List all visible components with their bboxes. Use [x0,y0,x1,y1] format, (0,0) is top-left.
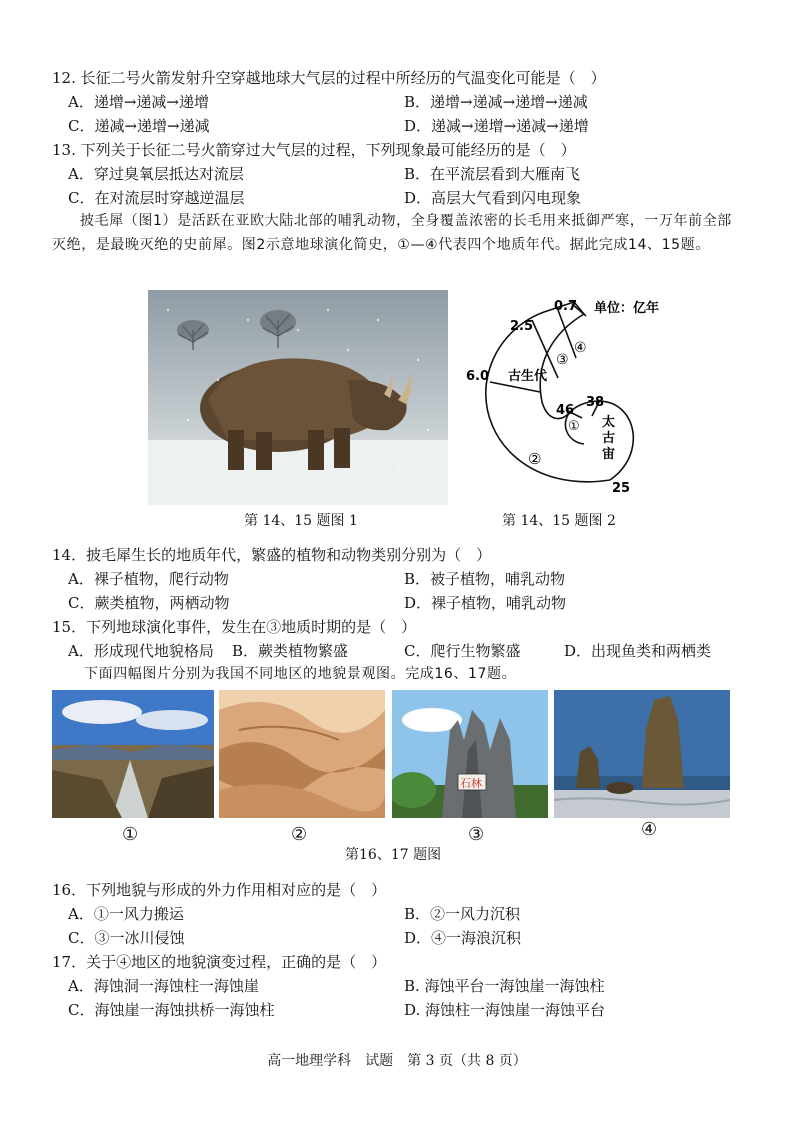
q12-option-c[interactable]: C．递减→递增→递减 [68,117,210,135]
stone-forest-sign: 石林 [460,777,482,790]
q16-option-a[interactable]: A．①一风力搬运 [68,905,184,923]
label-0-7: 0.7 [554,299,578,314]
woolly-rhino-photo [148,290,448,505]
q14-stem: 14．披毛犀生长的地质年代，繁盛的植物和动物类别分别为（ ） [52,546,492,564]
label-era-4: ④ [574,340,587,356]
q13-option-b[interactable]: B．在平流层看到大雁南飞 [404,165,581,183]
q17-option-c[interactable]: C．海蚀崖一海蚀拱桥一海蚀柱 [68,1001,275,1019]
label-46: 46 [556,403,575,418]
landform-num-1: ① [122,824,139,845]
geologic-spiral-diagram [462,292,682,502]
q15-option-b[interactable]: B．蕨类植物繁盛 [232,642,349,660]
q14-option-c[interactable]: C．蕨类植物，两栖动物 [68,594,230,612]
landform-photo-3-stone-forest [392,690,548,818]
landform-photo-1-canyon [52,690,214,818]
intro-14-15: 披毛犀（图1）是活跃在亚欧大陆北部的哺乳动物，全身覆盖浓密的长毛用来抵御严寒，一万年前全部灭绝，是最晚灭绝的史前犀。图2示意地球演化简史，①—④代表四个地质年代。据此完成14、15题。 [52,213,732,253]
q12-option-d[interactable]: D．递减→递增→递减→递增 [404,117,589,135]
label-era-2: ② [528,450,542,468]
landform-num-4: ④ [641,819,658,840]
q12-stem: 12. 长征二号火箭发射升空穿越地球大气层的过程中所经历的气温变化可能是（ ） [52,69,606,87]
label-6-0: 6.0 [466,369,490,384]
q17-option-b[interactable]: B. 海蚀平台一海蚀崖一海蚀柱 [404,977,605,995]
label-2-5: 2.5 [510,319,534,334]
fig2-caption: 第 14、15 题图 2 [502,513,616,529]
label-archean-1: 太 [602,415,616,430]
q14-option-b[interactable]: B．被子植物，哺乳动物 [404,570,566,588]
page-footer: 高一地理学科 试题 第 3 页（共 8 页） [267,1053,527,1069]
q17-option-a[interactable]: A．海蚀洞一海蚀柱一海蚀崖 [68,977,259,995]
q13-option-c[interactable]: C．在对流层时穿越逆温层 [68,189,245,207]
q13-option-a[interactable]: A．穿过臭氧层抵达对流层 [68,165,244,183]
label-archean-2: 古 [602,431,616,446]
q16-option-c[interactable]: C．③一冰川侵蚀 [68,929,185,947]
label-25: 25 [612,481,631,496]
q13-stem: 13. 下列关于长征二号火箭穿过大气层的过程，下列现象最可能经历的是（ ） [52,141,576,159]
q16-option-b[interactable]: B．②一风力沉积 [404,905,521,923]
intro-16-17: 下面四幅图片分别为我国不同地区的地貌景观图。完成16、17题。 [84,666,517,682]
landform-num-3: ③ [468,824,485,845]
q12-option-b[interactable]: B．递增→递减→递增→递减 [404,93,588,111]
landform-caption: 第16、17 题图 [345,847,442,863]
q13-option-d[interactable]: D．高层大气看到闪电现象 [404,189,582,207]
q17-option-d[interactable]: D. 海蚀柱一海蚀崖一海蚀平台 [404,1001,606,1019]
q15-option-c[interactable]: C．爬行生物繁盛 [404,642,521,660]
q14-option-a[interactable]: A．裸子植物，爬行动物 [68,570,229,588]
label-era-1: ① [568,419,580,434]
landform-num-2: ② [291,824,308,845]
q14-option-d[interactable]: D．裸子植物，哺乳动物 [404,594,567,612]
label-era-3: ③ [556,352,569,368]
unit-label: 单位：亿年 [594,301,660,316]
q15-option-a[interactable]: A．形成现代地貌格局 [68,642,214,660]
label-paleozoic: 古生代 [508,369,548,384]
label-38: 38 [586,395,605,410]
label-archean-3: 宙 [602,447,616,462]
q17-stem: 17．关于④地区的地貌演变过程，正确的是（ ） [52,953,387,971]
q12-option-a[interactable]: A．递增→递减→递增 [68,93,209,111]
landform-photo-4-sea-stack [554,690,730,818]
q15-option-d[interactable]: D．出现鱼类和两栖类 [564,642,712,660]
q15-stem: 15．下列地球演化事件，发生在③地质时期的是（ ） [52,618,417,636]
landform-photo-2-desert [219,690,385,818]
q16-option-d[interactable]: D．④一海浪沉积 [404,929,522,947]
q16-stem: 16．下列地貌与形成的外力作用相对应的是（ ） [52,881,387,899]
fig1-caption: 第 14、15 题图 1 [244,513,358,529]
